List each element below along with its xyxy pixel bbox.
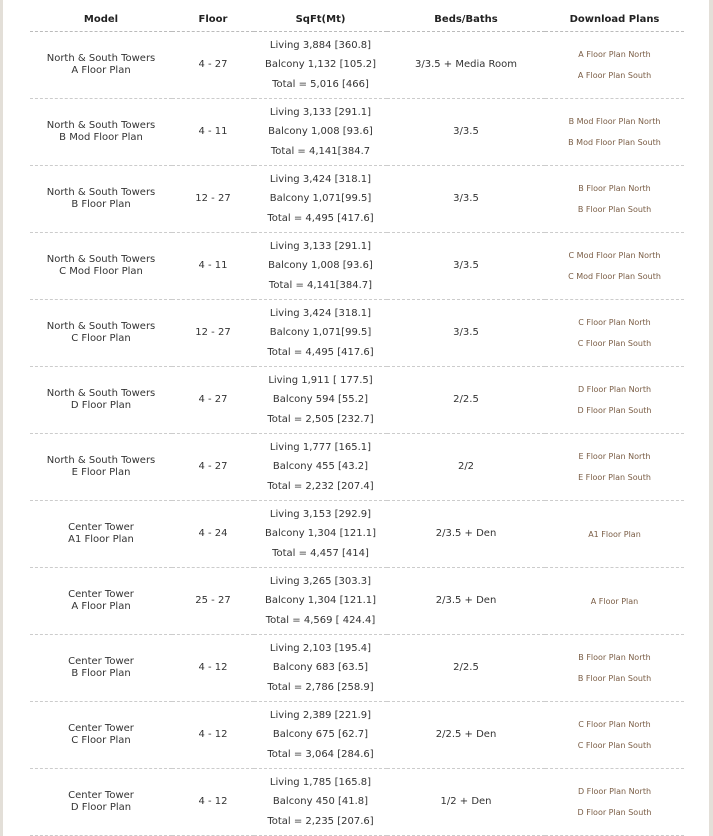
beds-baths-cell: 3/3.5	[387, 99, 545, 166]
model-building: Center Tower	[68, 656, 134, 667]
model-cell	[30, 769, 172, 836]
plan-link[interactable]: D Floor Plan South	[577, 406, 652, 415]
sqft-cell	[254, 568, 387, 635]
living-area: Living 3,265 [303.3]	[269, 575, 372, 587]
model-building: Center Tower	[68, 522, 134, 533]
plan-link[interactable]: B Floor Plan South	[577, 205, 652, 214]
beds-baths-cell: 2/3.5 + Den	[387, 501, 545, 568]
sqft-cell	[254, 635, 387, 702]
table-row	[30, 702, 684, 769]
living-area: Living 2,389 [221.9]	[269, 709, 372, 721]
plan-link[interactable]: A Floor Plan North	[578, 50, 651, 59]
total-area: Total = 2,505 [232.7]	[267, 413, 374, 425]
plan-link[interactable]: C Mod Floor Plan South	[568, 272, 661, 281]
living-area: Living 1,777 [165.1]	[269, 441, 372, 453]
model-building: Center Tower	[68, 790, 134, 801]
total-area: Total = 2,786 [258.9]	[267, 681, 374, 693]
floor-cell: 4 - 12	[172, 769, 254, 836]
model-cell	[30, 501, 172, 568]
left-border	[0, 0, 3, 836]
balcony-area: Balcony 1,304 [121.1]	[264, 528, 377, 540]
model-plan: B Mod Floor Plan	[59, 132, 143, 143]
floor-cell: 4 - 12	[172, 702, 254, 769]
sqft-cell	[254, 32, 387, 99]
download-plans-cell	[545, 32, 684, 99]
plan-link[interactable]: D Floor Plan South	[577, 808, 652, 817]
balcony-area: Balcony 1,304 [121.1]	[264, 595, 377, 607]
model-plan: B Floor Plan	[71, 668, 131, 679]
sqft-cell	[254, 99, 387, 166]
living-area: Living 3,424 [318.1]	[269, 307, 372, 319]
download-plans-cell	[545, 233, 684, 300]
balcony-area: Balcony 455 [43.2]	[272, 461, 369, 473]
model-building: North & South Towers	[46, 455, 156, 466]
floor-cell: 12 - 27	[172, 300, 254, 367]
beds-baths-cell: 3/3.5 + Media Room	[387, 32, 545, 99]
plan-link[interactable]: E Floor Plan South	[578, 473, 651, 482]
living-area: Living 3,424 [318.1]	[269, 173, 372, 185]
model-cell	[30, 166, 172, 233]
beds-baths-cell: 2/2.5	[387, 635, 545, 702]
living-area: Living 1,785 [165.8]	[269, 776, 372, 788]
model-cell	[30, 367, 172, 434]
living-area: Living 2,103 [195.4]	[269, 642, 372, 654]
beds-baths-cell: 3/3.5	[387, 300, 545, 367]
header-floor: Floor	[172, 7, 254, 32]
floor-cell: 4 - 12	[172, 635, 254, 702]
floor-cell: 12 - 27	[172, 166, 254, 233]
beds-baths-cell: 2/2.5	[387, 367, 545, 434]
download-plans-cell	[545, 769, 684, 836]
plan-link[interactable]: C Mod Floor Plan North	[568, 251, 661, 260]
model-plan: C Floor Plan	[71, 735, 131, 746]
total-area: Total = 4,495 [417.6]	[267, 212, 374, 224]
living-area: Living 3,153 [292.9]	[269, 508, 372, 520]
download-plans-cell	[545, 166, 684, 233]
beds-baths-cell: 2/2	[387, 434, 545, 501]
sqft-cell	[254, 702, 387, 769]
sqft-cell	[254, 233, 387, 300]
model-plan: A Floor Plan	[71, 65, 131, 76]
model-cell	[30, 233, 172, 300]
plan-link[interactable]: D Floor Plan North	[577, 787, 652, 796]
model-plan: D Floor Plan	[70, 802, 132, 813]
beds-baths-cell: 2/2.5 + Den	[387, 702, 545, 769]
model-building: North & South Towers	[46, 388, 156, 399]
total-area: Total = 2,232 [207.4]	[267, 480, 374, 492]
model-plan: A Floor Plan	[71, 601, 131, 612]
plan-link[interactable]: A1 Floor Plan	[588, 529, 641, 539]
model-plan: B Floor Plan	[71, 199, 131, 210]
plan-link[interactable]: E Floor Plan North	[578, 452, 651, 461]
model-plan: C Floor Plan	[71, 333, 131, 344]
table-row	[30, 233, 684, 300]
plan-link[interactable]: B Mod Floor Plan North	[568, 117, 661, 126]
sqft-cell	[254, 769, 387, 836]
table-row	[30, 635, 684, 702]
balcony-area: Balcony 1,071[99.5]	[269, 193, 372, 205]
download-plans-cell	[545, 434, 684, 501]
total-area: Total = 4,569 [ 424.4]	[265, 614, 376, 626]
balcony-area: Balcony 594 [55.2]	[272, 394, 369, 406]
model-plan: D Floor Plan	[70, 400, 132, 411]
table-row	[30, 300, 684, 367]
balcony-area: Balcony 1,008 [93.6]	[268, 126, 373, 138]
table-row	[30, 568, 684, 635]
balcony-area: Balcony 683 [63.5]	[272, 662, 369, 674]
download-plans-cell	[545, 635, 684, 702]
plan-link[interactable]: C Floor Plan North	[578, 720, 651, 729]
plan-link[interactable]: C Floor Plan South	[577, 339, 652, 348]
table-row	[30, 99, 684, 166]
floor-cell: 4 - 11	[172, 233, 254, 300]
beds-baths-cell: 3/3.5	[387, 166, 545, 233]
model-cell	[30, 702, 172, 769]
header-beds-baths: Beds/Baths	[387, 7, 545, 32]
model-plan: E Floor Plan	[71, 467, 131, 478]
balcony-area: Balcony 1,071[99.5]	[269, 327, 372, 339]
right-border	[709, 0, 713, 836]
model-building: North & South Towers	[46, 120, 156, 131]
plan-link[interactable]: D Floor Plan North	[577, 385, 652, 394]
plan-link[interactable]: C Floor Plan North	[578, 318, 651, 327]
floor-cell: 4 - 27	[172, 367, 254, 434]
plan-link[interactable]: B Floor Plan North	[578, 184, 651, 193]
beds-baths-cell: 3/3.5	[387, 233, 545, 300]
floor-plans-table	[30, 7, 684, 836]
balcony-area: Balcony 1,132 [105.2]	[264, 59, 377, 71]
model-building: North & South Towers	[46, 321, 156, 332]
living-area: Living 3,133 [291.1]	[269, 240, 372, 252]
floor-cell: 4 - 27	[172, 434, 254, 501]
model-building: North & South Towers	[46, 254, 156, 265]
header-sqft: SqFt(Mt)	[254, 7, 387, 32]
plan-link[interactable]: B Floor Plan South	[577, 674, 652, 683]
download-plans-cell	[545, 501, 684, 568]
balcony-area: Balcony 675 [62.7]	[272, 729, 369, 741]
total-area: Total = 4,141[384.7	[270, 145, 371, 157]
model-building: North & South Towers	[46, 53, 156, 64]
plan-link[interactable]: B Floor Plan North	[578, 653, 651, 662]
total-area: Total = 4,141[384.7]	[268, 279, 373, 291]
model-cell	[30, 568, 172, 635]
total-area: Total = 4,495 [417.6]	[267, 346, 374, 358]
sqft-cell	[254, 367, 387, 434]
balcony-area: Balcony 1,008 [93.6]	[268, 260, 373, 272]
sqft-cell	[254, 166, 387, 233]
table-row	[30, 32, 684, 99]
floor-cell: 25 - 27	[172, 568, 254, 635]
header-download-plans: Download Plans	[545, 7, 684, 32]
download-plans-cell	[545, 702, 684, 769]
plan-link[interactable]: A Floor Plan South	[577, 71, 652, 80]
model-plan: C Mod Floor Plan	[59, 266, 143, 277]
balcony-area: Balcony 450 [41.8]	[272, 796, 369, 808]
floor-cell: 4 - 27	[172, 32, 254, 99]
header-model: Model	[30, 7, 172, 32]
total-area: Total = 3,064 [284.6]	[267, 748, 374, 760]
table-row	[30, 769, 684, 836]
floor-cell: 4 - 11	[172, 99, 254, 166]
model-plan: A1 Floor Plan	[68, 534, 134, 545]
model-building: Center Tower	[68, 723, 134, 734]
model-cell	[30, 99, 172, 166]
living-area: Living 1,911 [ 177.5]	[268, 374, 373, 386]
table-row	[30, 367, 684, 434]
plan-link[interactable]: C Floor Plan South	[577, 741, 652, 750]
model-cell	[30, 300, 172, 367]
download-plans-cell	[545, 99, 684, 166]
living-area: Living 3,133 [291.1]	[269, 106, 372, 118]
download-plans-cell	[545, 367, 684, 434]
floor-cell: 4 - 24	[172, 501, 254, 568]
model-building: Center Tower	[68, 589, 134, 600]
model-building: North & South Towers	[46, 187, 156, 198]
table-row	[30, 501, 684, 568]
header-row	[30, 7, 684, 32]
beds-baths-cell: 1/2 + Den	[387, 769, 545, 836]
beds-baths-cell: 2/3.5 + Den	[387, 568, 545, 635]
model-cell	[30, 635, 172, 702]
download-plans-cell	[545, 568, 684, 635]
sqft-cell	[254, 434, 387, 501]
plan-link[interactable]: A Floor Plan	[590, 596, 639, 606]
total-area: Total = 5,016 [466]	[272, 78, 369, 90]
sqft-cell	[254, 300, 387, 367]
table-row	[30, 166, 684, 233]
plan-link[interactable]: B Mod Floor Plan South	[568, 138, 661, 147]
total-area: Total = 2,235 [207.6]	[267, 815, 374, 827]
living-area: Living 3,884 [360.8]	[269, 39, 372, 51]
total-area: Total = 4,457 [414]	[272, 547, 369, 559]
download-plans-cell	[545, 300, 684, 367]
model-cell	[30, 32, 172, 99]
table-row	[30, 434, 684, 501]
sqft-cell	[254, 501, 387, 568]
model-cell	[30, 434, 172, 501]
